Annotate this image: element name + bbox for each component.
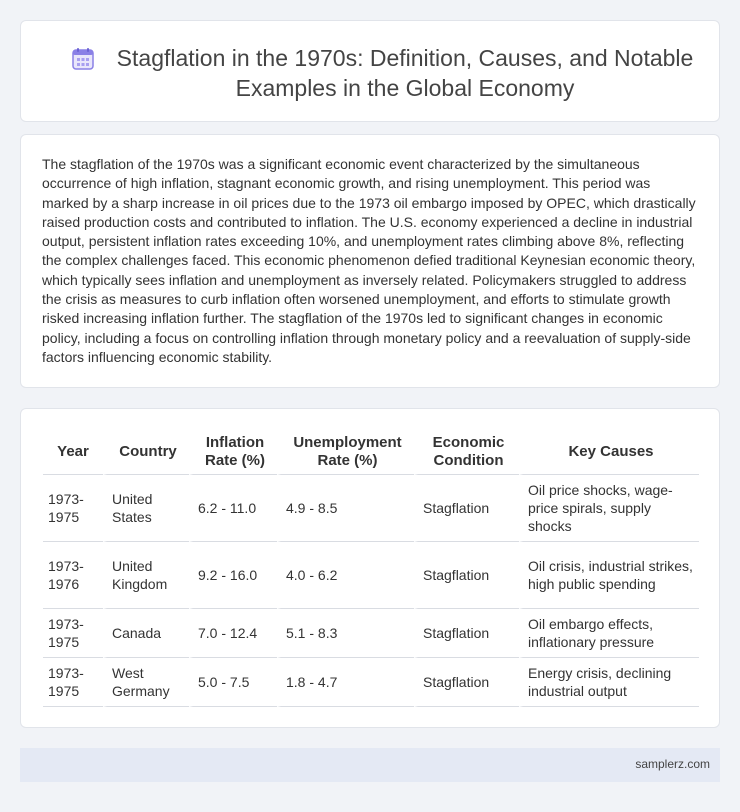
cell-condition: Stagflation — [414, 475, 519, 542]
description-text: The stagflation of the 1970s was a significant economic event characterized by the simultaneous occurrence of high inflation, stagnant economic growth, and rising unemployment. This period was marked by a sharp increase in oil prices due to the 1973 oil embargo imposed by OPEC, which drastically raised production costs and contributed to inflation. The U.S. economy experienced a decline in industrial output, persistent inflation rates exceeding 10%, and unemployment rates climbing above 8%, reflecting the complex challenges faced. This economic phenomenon defied traditional Keynesian economic theory, which typically sees inflation and unemployment as inversely related. Policymakers struggled to address the crisis as measures to curb inflation often worsened unemployment, and efforts to stimulate growth risked increasing inflation further. The stagflation of the 1970s led to significant changes in economic policy, including a focus on controlling inflation through monetary policy and a reevaluation of supply-side factors influencing economic stability. — [42, 156, 696, 365]
cell-condition: Stagflation — [414, 658, 519, 707]
table-row — [43, 542, 699, 609]
cell-country: United Kingdom — [103, 542, 189, 609]
table-header-row — [43, 430, 699, 475]
footer-site-link[interactable]: samplerz.com — [635, 757, 710, 771]
description-card — [20, 134, 720, 388]
table-row — [43, 658, 699, 707]
cell-condition: Stagflation — [414, 542, 519, 609]
cell-unemployment: 1.8 - 4.7 — [277, 658, 414, 707]
column-header-country: Country — [103, 430, 189, 475]
cell-causes: Oil price shocks, wage-price spirals, supply shocks — [519, 475, 699, 542]
title-card — [20, 20, 720, 122]
cell-year: 1973-1975 — [43, 475, 103, 542]
cell-country: United States — [103, 475, 189, 542]
cell-year: 1973-1975 — [43, 658, 103, 707]
data-table — [43, 430, 699, 707]
cell-inflation: 9.2 - 16.0 — [189, 542, 277, 609]
page-title: Stagflation in the 1970s: Definition, Causes, and Notable Examples in the Global Economy — [116, 45, 694, 101]
column-header-inflation: Inflation Rate (%) — [189, 430, 277, 475]
cell-unemployment: 4.0 - 6.2 — [277, 542, 414, 609]
table-row — [43, 475, 699, 542]
cell-causes: Oil crisis, industrial strikes, high public spending — [519, 542, 699, 609]
cell-year: 1973-1975 — [43, 609, 103, 658]
cell-unemployment: 4.9 - 8.5 — [277, 475, 414, 542]
cell-inflation: 5.0 - 7.5 — [189, 658, 277, 707]
cell-causes: Energy crisis, declining industrial output — [519, 658, 699, 707]
calendar-icon — [71, 47, 95, 71]
cell-inflation: 7.0 - 12.4 — [189, 609, 277, 658]
table-row — [43, 609, 699, 658]
cell-year: 1973-1976 — [43, 542, 103, 609]
cell-unemployment: 5.1 - 8.3 — [277, 609, 414, 658]
column-header-year: Year — [43, 430, 103, 475]
table-card — [20, 408, 720, 728]
cell-country: West Germany — [103, 658, 189, 707]
footer-bar — [20, 748, 720, 782]
cell-inflation: 6.2 - 11.0 — [189, 475, 277, 542]
column-header-unemployment: Unemployment Rate (%) — [277, 430, 414, 475]
cell-condition: Stagflation — [414, 609, 519, 658]
column-header-condition: Economic Condition — [414, 430, 519, 475]
cell-country: Canada — [103, 609, 189, 658]
cell-causes: Oil embargo effects, inflationary pressure — [519, 609, 699, 658]
column-header-causes: Key Causes — [519, 430, 699, 475]
